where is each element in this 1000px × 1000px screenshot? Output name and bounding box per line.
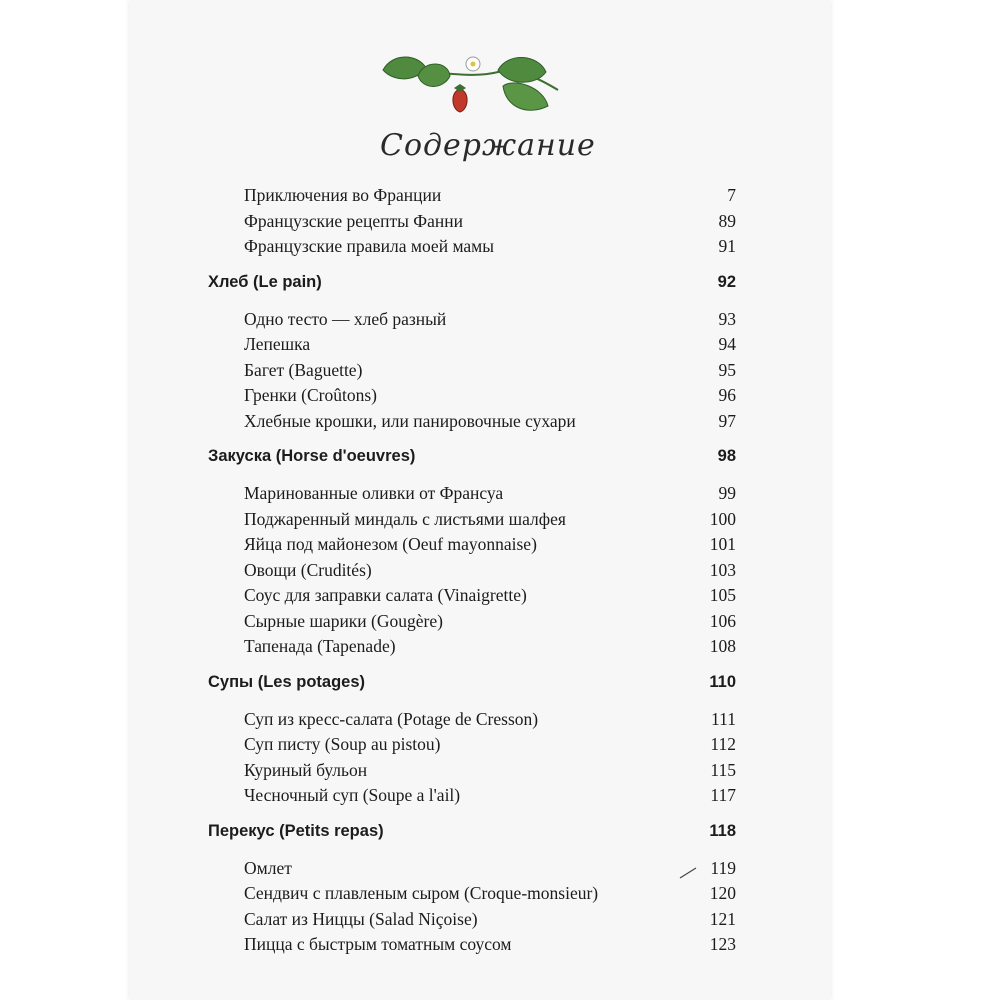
page-number: 93 [718, 308, 736, 329]
toc-entry-row [208, 560, 736, 586]
page-number: 119 [710, 857, 736, 878]
page-number: 112 [710, 734, 736, 754]
toc-entry-row [208, 509, 736, 535]
toc-entry-row [208, 334, 736, 360]
page-number: 89 [718, 210, 736, 231]
toc-entry-row [208, 385, 736, 411]
page-number: 7 [727, 185, 736, 205]
entry-title: Суп из кресс-салата (Potage de Cresson) [244, 708, 539, 729]
page-number: 103 [709, 559, 736, 580]
entry-title: Французские правила моей мамы [244, 236, 494, 256]
toc-section-row [208, 673, 736, 697]
pen-mark-icon [678, 866, 698, 880]
page-number: 120 [709, 883, 736, 903]
page-number: 117 [710, 785, 736, 805]
page-number: 115 [710, 759, 736, 780]
toc-entry-row [208, 734, 736, 760]
toc-entry-row [208, 909, 736, 935]
section-title: Хлеб (Le pain) [208, 272, 322, 291]
page-number: 105 [709, 585, 736, 605]
page-number: 111 [711, 708, 736, 729]
toc-entry-row [208, 585, 736, 611]
toc-entry-row [208, 636, 736, 662]
page-number: 123 [709, 934, 736, 954]
toc-entry-row [208, 760, 736, 786]
entry-title: Лепешка [244, 334, 311, 354]
entry-title: Омлет [244, 857, 292, 878]
page-number: 98 [717, 447, 736, 465]
toc-entry-row [208, 483, 736, 509]
page-number: 95 [718, 359, 736, 380]
entry-title: Овощи (Crudités) [244, 559, 372, 580]
entry-title: Одно тесто — хлеб разный [244, 308, 447, 329]
toc-entry-row [208, 883, 736, 909]
toc-section-row [208, 822, 736, 846]
toc-entry-row [208, 934, 736, 960]
page-number: 101 [709, 534, 736, 554]
entry-title: Чесночный суп (Soupe a l'ail) [244, 785, 461, 805]
page-number: 99 [718, 483, 736, 503]
page-number: 91 [718, 236, 736, 256]
entry-title: Поджаренный миндаль с листьями шалфея [244, 508, 566, 529]
section-title: Закуска (Horse d'oeuvres) [208, 447, 416, 465]
toc-entry-row [208, 534, 736, 560]
page-number: 106 [709, 610, 736, 631]
page-number: 100 [709, 508, 736, 529]
page-number: 110 [709, 672, 736, 691]
entry-title: Тапенада (Tapenade) [244, 636, 396, 656]
page-number: 92 [717, 272, 736, 291]
page-number: 118 [709, 821, 736, 840]
toc-entry-row [208, 309, 736, 335]
entry-title: Яйца под майонезом (Oeuf mayonnaise) [244, 534, 537, 554]
strawberry-ornament-icon [378, 50, 568, 120]
toc-entry-row [208, 211, 736, 237]
entry-title: Французские рецепты Фанни [244, 210, 463, 231]
page-number: 97 [718, 410, 736, 431]
toc-section-row [208, 447, 736, 471]
page-number: 96 [718, 385, 736, 405]
page-number: 94 [718, 334, 736, 354]
toc-section-row [208, 273, 736, 297]
section-title: Супы (Les potages) [208, 672, 365, 691]
table-of-contents [208, 185, 736, 960]
toc-entry-row [208, 785, 736, 811]
toc-entry-row [208, 709, 736, 735]
toc-heading: Содержание [380, 128, 596, 163]
entry-title: Соус для заправки салата (Vinaigrette) [244, 585, 527, 605]
toc-entry-row [208, 236, 736, 262]
page-number: 121 [709, 908, 736, 929]
entry-title: Хлебные крошки, или панировочные сухари [244, 410, 576, 431]
entry-title: Сендвич с плавленым сыром (Croque-monsieur) [244, 883, 599, 903]
toc-entry-row [208, 858, 736, 884]
entry-title: Маринованные оливки от Франсуа [244, 483, 504, 503]
toc-entry-row [208, 411, 736, 437]
entry-title: Приключения во Франции [244, 185, 442, 205]
entry-title: Куриный бульон [244, 759, 368, 780]
section-title: Перекус (Petits repas) [208, 821, 384, 840]
entry-title: Багет (Baguette) [244, 359, 363, 380]
page-number: 108 [709, 636, 736, 656]
entry-title: Гренки (Croûtons) [244, 385, 377, 405]
entry-title: Суп писту (Soup au pistou) [244, 734, 441, 754]
entry-title: Пицца с быстрым томатным соусом [244, 934, 512, 954]
toc-entry-row [208, 611, 736, 637]
toc-entry-row [208, 360, 736, 386]
entry-title: Салат из Ниццы (Salad Niçoise) [244, 908, 478, 929]
entry-title: Сырные шарики (Gougère) [244, 610, 443, 631]
toc-entry-row [208, 185, 736, 211]
